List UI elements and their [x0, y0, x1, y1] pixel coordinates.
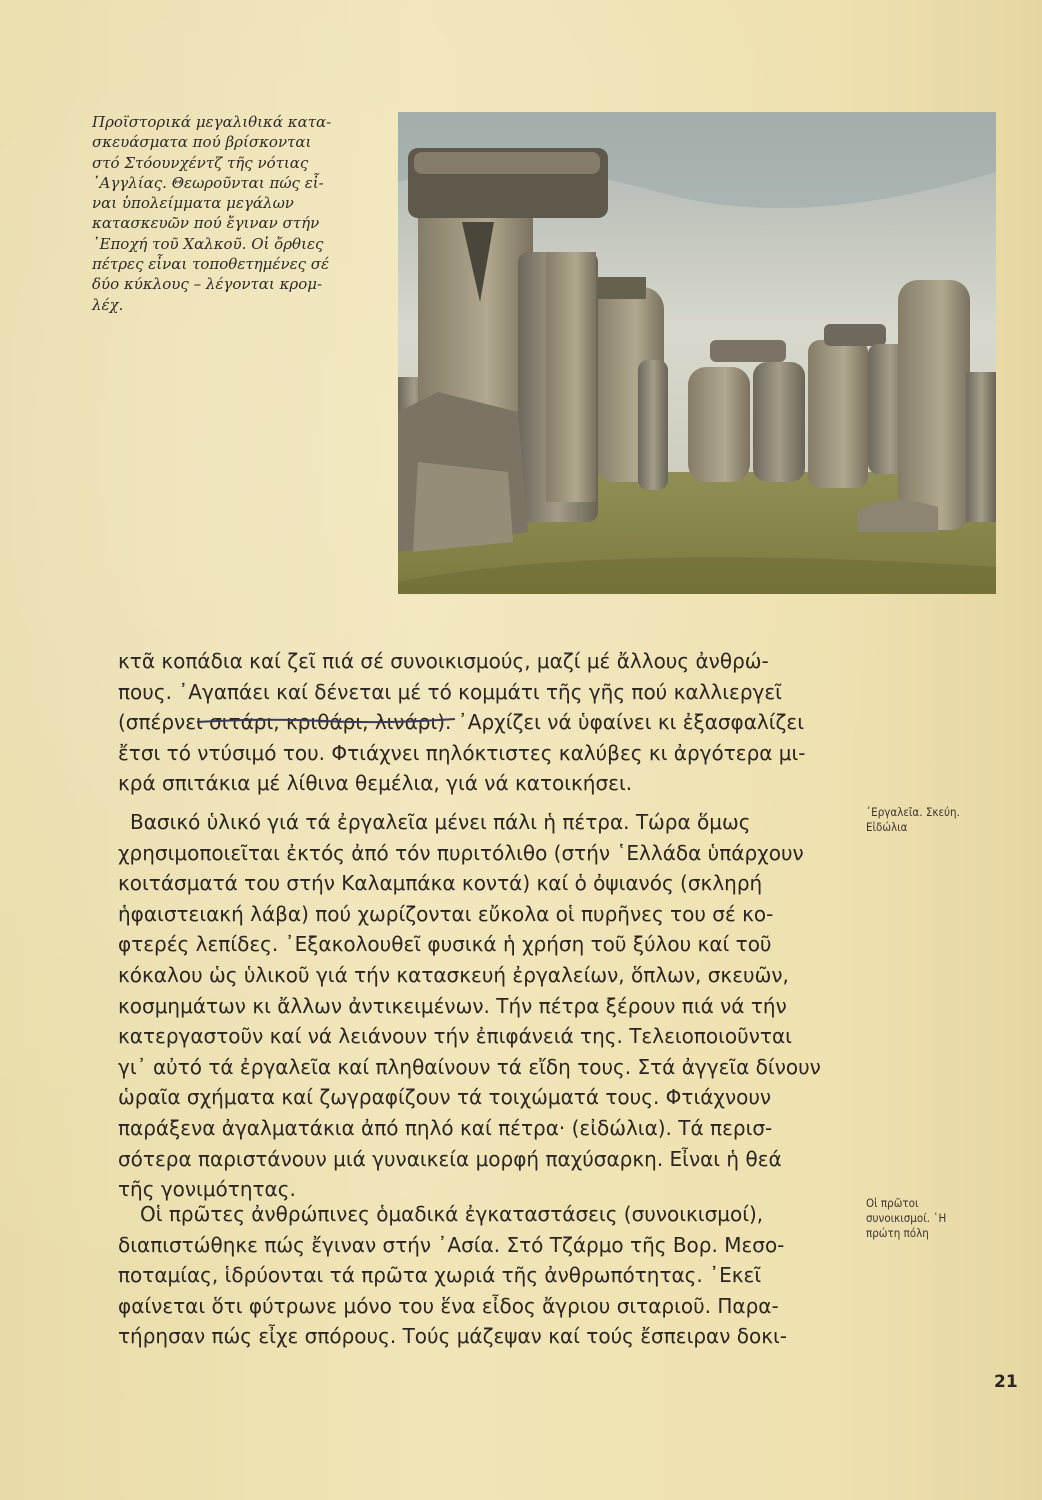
margin-note-tools: ᾿Εργαλεῖα. Σκεύη. Εἰδώλια [866, 805, 960, 834]
stonehenge-photo [398, 112, 996, 594]
paragraph-2: Βασικό ὑλικό γιά τά ἐργαλεῖα μένει πάλι ἡ πέτρα. Τώρα ὅμως χρησιμοποιεῖται ἐκτός ἀπό τόν πυριτόλιθο (στήν ῾Ελλάδα ὑπάρχουν κοιτάσματά του στήν Καλαμπάκα κοντά) καί ὁ ὀψιανός (σκληρή ἡφαιστειακή λάβα) πού χωρίζονται εὔκολα οἱ πυρῆνες του σέ κο- φτερές λεπίδες. ᾿Εξακολουθεῖ φυσικά ἡ χρήση τοῦ ξύλου καί τοῦ κόκαλου ὡς ὑλικοῦ γιά τήν κατασκευή ἐργαλείων, ὅπλων, σκευῶν, κοσμημάτων κι ἄλλων ἀντικειμένων. Τήν πέτρα ξέρουν πιά νά τήν κατεργαστοῦν καί νά λειάνουν τήν ἐπιφάνειά της. Τελειοποιοῦνται γι᾿ αὐτό τά ἐργαλεῖα καί πληθαίνουν τά εἴδη τους. Στά ἀγγεῖα δίνουν ὡραῖα σχήματα καί ζωγραφίζουν τά τοιχώματά τους. Φτιάχνουν παράξενα ἀγαλματάκια ἀπό πηλό καί πέτρα· (εἰδώλια). Τά περισ- σότερα παριστάνουν μιά γυναικεία μορφή παχύσαρκη. Εἶναι ἡ θεά τῆς γονιμότητας. [118, 810, 821, 1202]
margin-note-settlements: Οἱ πρῶτοι συνοικισμοί. ῾Η πρώτη πόλη [866, 1196, 947, 1240]
page-number: 21 [994, 1372, 1018, 1392]
paragraph-1: κτᾶ κοπάδια καί ζεῖ πιά σέ συνοικισμούς, μαζί μέ ἄλλους ἀνθρώ- πους. ᾿Αγαπάει καί δένεται μέ τό κομμάτι τῆς γῆς πού καλλιεργεῖ (σπέρνει σιτάρι, κριθάρι, λινάρι). ᾿Αρχίζει νά ὑφαίνει κι ἐξασφαλίζει ἔτσι τό ντύσιμό του. Φτιάχνει πηλόκτιστες καλύβες κι ἀργότερα μι- κρά σπιτάκια μέ λίθινα θεμέλια, γιά νά κατοικήσει. [118, 649, 806, 796]
photo-caption: Προϊστορικά μεγαλιθικά κατα- σκευάσματα πού βρίσκονται στό Στόουνχέντζ τῆς νότιας ᾿Αγγλίας. Θεωροῦνται πώς εἶ- ναι ὑπολείμματα μεγάλων κατασκευῶν πού ἔγιναν στήν ᾿Εποχή τοῦ Χαλκοῦ. Οἱ ὄρθιες πέτρες εἶναι τοποθετημένες σέ δύο κύκλους – λέγονται κρομ- λέχ. [92, 113, 332, 314]
paragraph-3: Οἱ πρῶτες ἀνθρώπινες ὁμαδικά ἐγκαταστάσεις (συνοικισμοί), διαπιστώθηκε πώς ἔγιναν στήν ᾿Ασία. Στό Τζάρμο τῆς Βορ. Μεσο- ποταμίας, ἱδρύονται τά πρῶτα χωριά τῆς ἀνθρωπότητας. ᾿Εκεῖ φαίνεται ὅτι φύτρωνε μόνο του ἕνα εἶδος ἄγριου σιταριοῦ. Παρα- τήρησαν πώς εἶχε σπόρους. Τούς μάζεψαν καί τούς ἔσπειραν δοκι- [118, 1202, 787, 1349]
